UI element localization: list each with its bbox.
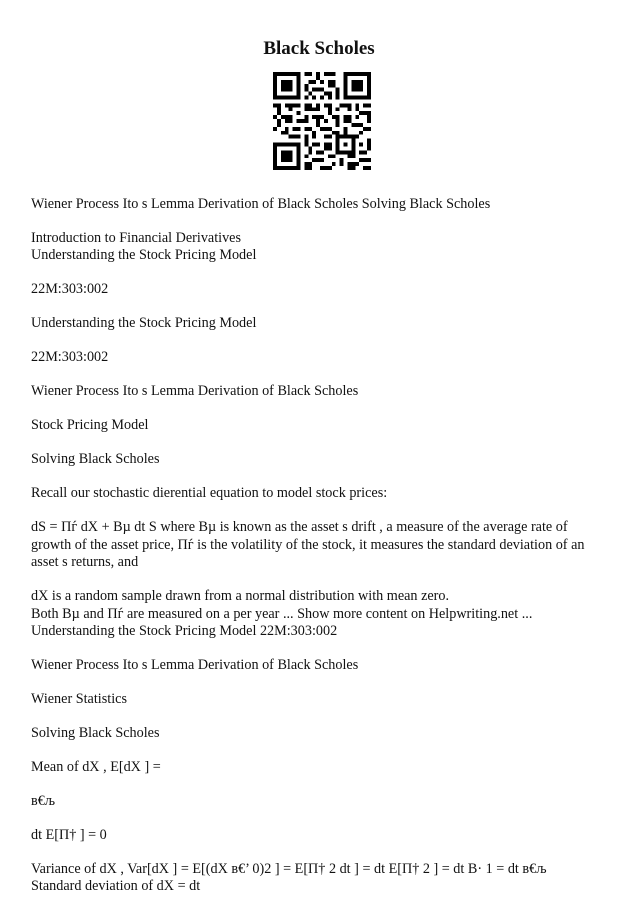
text-line: dX is a random sample drawn from a normal distribution with mean zero. (31, 588, 450, 605)
text-line: Wiener Statistics (31, 691, 127, 708)
text-line: Introduction to Financial Derivatives (31, 230, 241, 246)
text-line: Understanding the Stock Pricing Model 22M:303:002 (31, 623, 338, 640)
course-code: 22M:303:002 (31, 281, 109, 298)
course-code: 22M:303:002 (31, 349, 109, 366)
qr-code-icon (273, 72, 371, 170)
text-line: Solving Black Scholes (31, 451, 160, 468)
text-line: Stock Pricing Model (31, 417, 149, 434)
text-line: Understanding the Stock Pricing Model (31, 247, 257, 264)
text-line: Variance of dX , Var[dX ] = E[(dX в€’ 0)2 ] = E[П† 2 dt ] = dt E[П† 2 ] = dt В· 1 = dt в€љ (31, 861, 547, 878)
text-line: Mean of dX , E[dX ] = (31, 759, 161, 776)
text-line: Wiener Process Ito s Lemma Derivation of Black Scholes Solving Black Scholes (31, 196, 491, 212)
text-line: Standard deviation of dX = dt (31, 878, 201, 895)
text-line: Both Вµ and Пѓ are measured on a per year ... Show more content on Helpwriting.net ... (31, 605, 533, 622)
text-paragraph: dS = Пѓ dX + Вµ dt S where Вµ is known as the asset s drift , a measure of the average rate of growth of the asset price, Пѓ is the volatility of the stock, it measures the standard deviation of an asset s returns, and (31, 519, 585, 571)
text-line: Recall our stochastic dierential equation to model stock prices: (31, 485, 388, 502)
text-line: dt E[П† ] = 0 (31, 827, 107, 844)
text-line: Understanding the Stock Pricing Model (31, 315, 257, 332)
text-line: Solving Black Scholes (31, 725, 160, 742)
document-body (31, 196, 611, 896)
text-line: Wiener Process Ito s Lemma Derivation of Black Scholes (31, 657, 359, 674)
text-line: Wiener Process Ito s Lemma Derivation of Black Scholes (31, 383, 359, 400)
text-line: в€љ (31, 793, 56, 810)
page-title: Black Scholes (263, 38, 375, 59)
